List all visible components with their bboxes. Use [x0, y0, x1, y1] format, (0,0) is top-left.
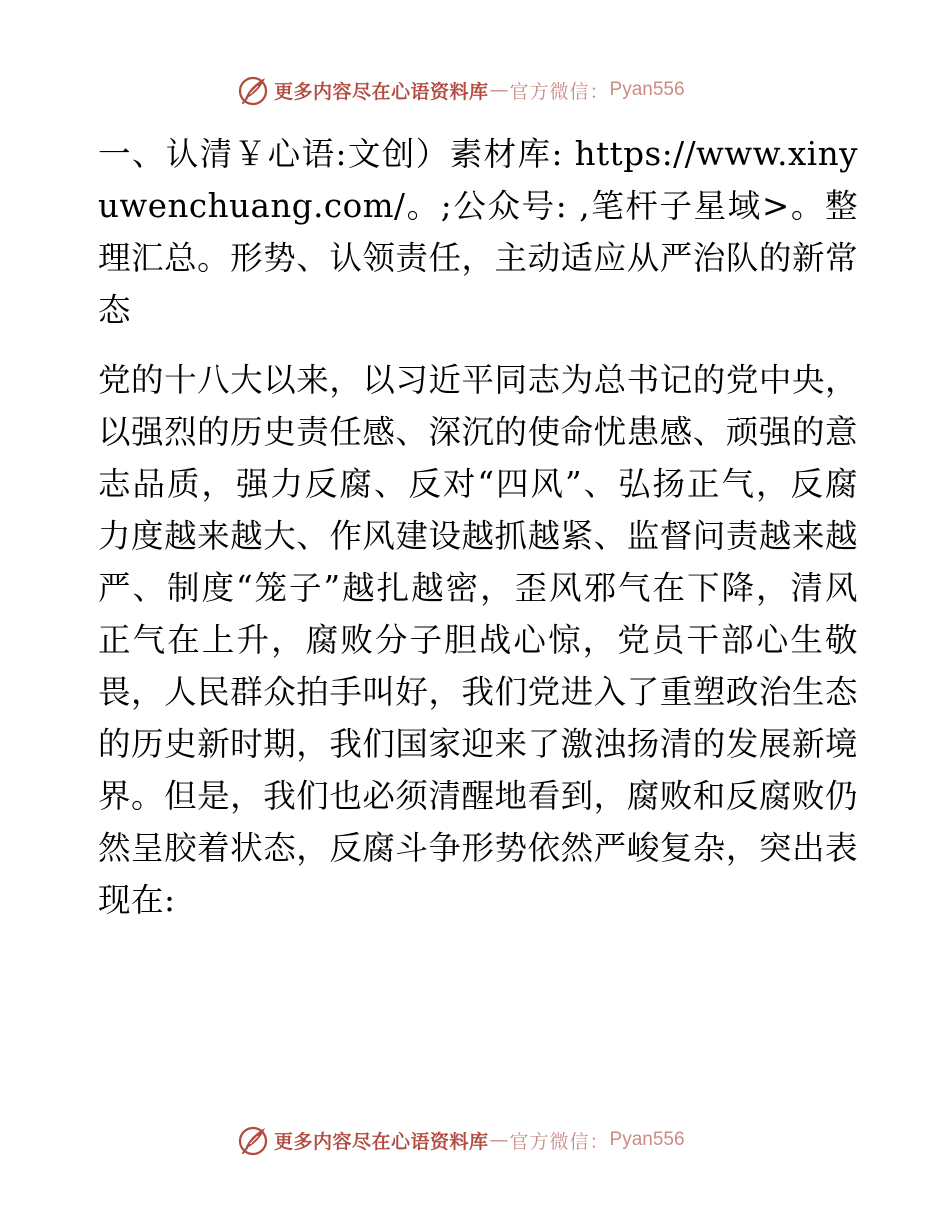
banner-text: 更多内容尽在心语资料库 — [274, 1130, 489, 1153]
pen-feather-logo-icon — [236, 1123, 270, 1157]
banner-text: 更多内容尽在心语资料库 — [274, 80, 489, 103]
header-banner — [236, 72, 716, 108]
section-heading: 一、认清￥心语:文创）素材库: https://www.xinyuwenchuang.com/。;公众号: ,笔杆子星域>。整理汇总。形势、认领责任，主动适应从严治队的新常态 — [98, 135, 858, 329]
pen-feather-logo-icon — [236, 73, 270, 107]
banner-separator: — — [489, 79, 509, 101]
banner-wechat-label: 官方微信： — [509, 80, 610, 103]
banner-wechat-label: 官方微信： — [509, 1130, 610, 1153]
banner-wechat-id: Pyan556 — [609, 1129, 685, 1150]
footer-banner — [236, 1122, 716, 1158]
banner-wechat-id: Pyan556 — [609, 79, 685, 100]
document-body — [98, 128, 858, 926]
body-paragraph: 党的十八大以来，以习近平同志为总书记的党中央，以强烈的历史责任感、深沉的使命忧患感、顽强的意志品质，强力反腐、反对“四风”、弘扬正气，反腐力度越来越大、作风建设越抓越紧、监督问责越来越严、制度“笼子”越扎越密，歪风邪气在下降，清风正气在上升，腐败分子胆战心惊，党员干部心生敬畏，人民群众拍手叫好，我们党进入了重塑政治生态的历史新时期，我们国家迎来了激浊扬清的发展新境界。但是，我们也必须清醒地看到，腐败和反腐败仍然呈胶着状态，反腐斗争形势依然严峻复杂，突出表现在: — [98, 361, 858, 919]
banner-separator: — — [489, 1129, 509, 1151]
